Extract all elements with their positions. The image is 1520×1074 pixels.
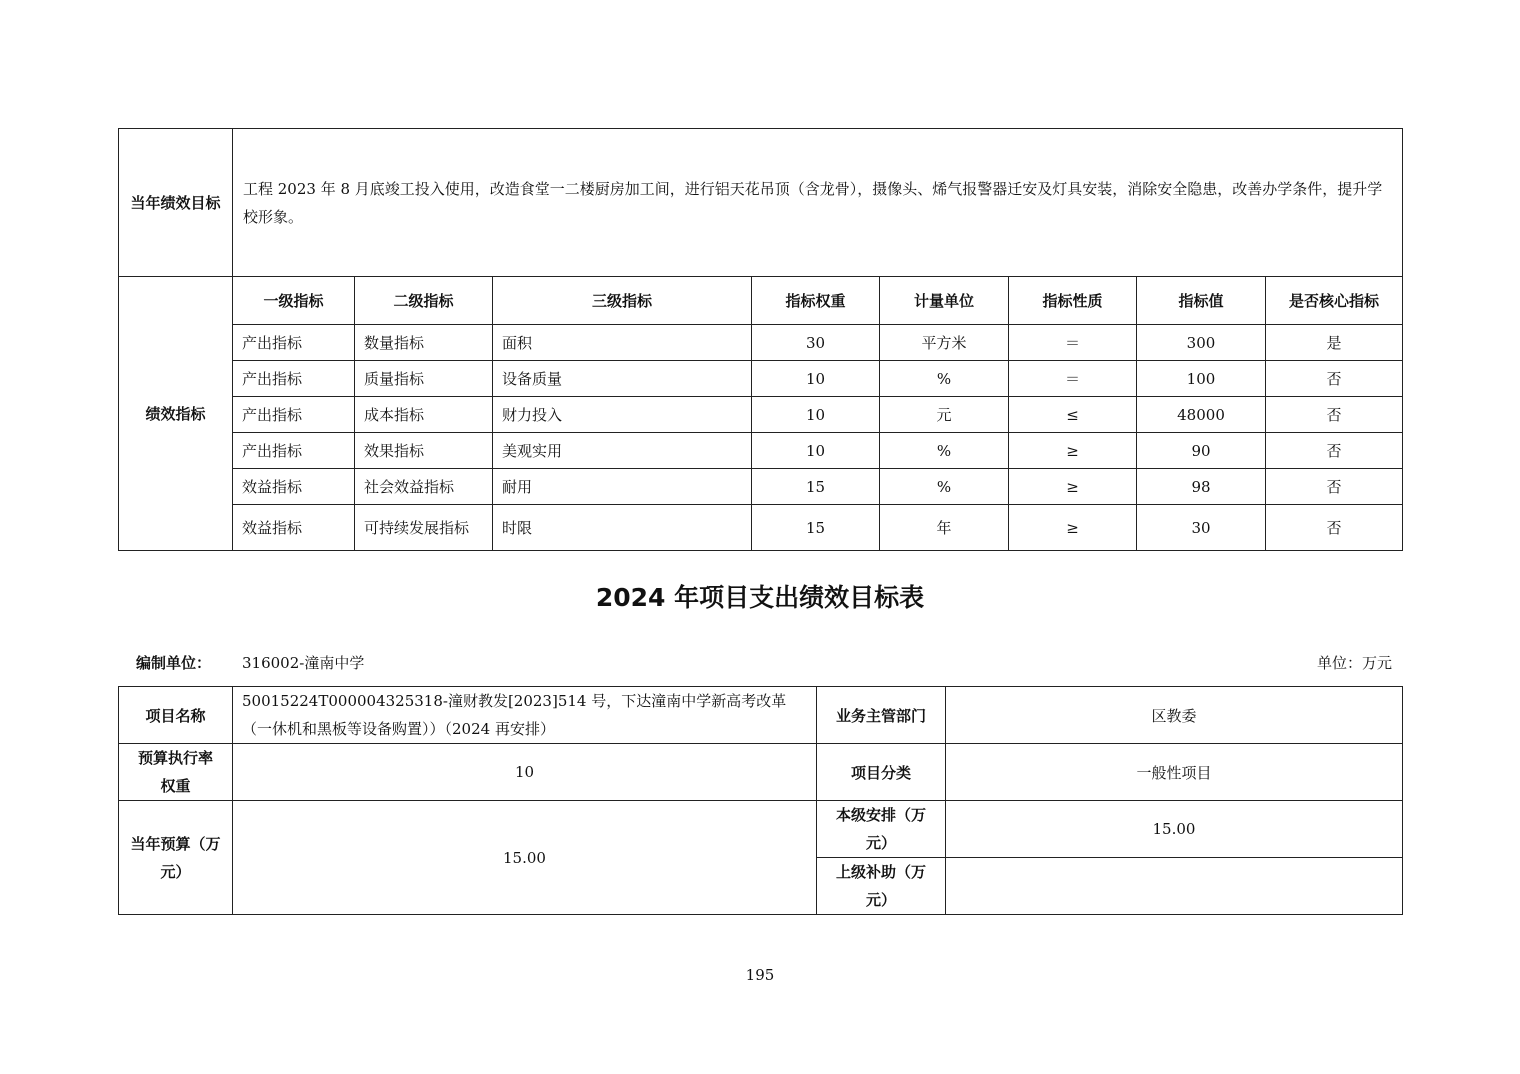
cell-weight: 10 bbox=[752, 361, 880, 397]
cell-unit: 年 bbox=[880, 505, 1009, 551]
page-title: 2024 年项目支出绩效目标表 bbox=[595, 583, 925, 612]
project-name-value: 50015224T000004325318-潼财教发[2023]514 号，下达潼南中学新高考改革（一休机和黑板等设备购置））（2024 再安排） bbox=[233, 687, 817, 744]
budget-label: 当年预算（万元） bbox=[119, 801, 233, 915]
upper-value bbox=[946, 858, 1403, 915]
cell-core: 是 bbox=[1266, 325, 1403, 361]
table-row bbox=[119, 397, 1403, 433]
performance-goal-table bbox=[118, 128, 1403, 551]
cell-weight: 15 bbox=[752, 505, 880, 551]
cell-nature: ≥ bbox=[1009, 433, 1137, 469]
header-nature: 指标性质 bbox=[1009, 277, 1137, 325]
local-label: 本级安排（万元） bbox=[817, 801, 946, 858]
currency-unit: 单位：万元 bbox=[1316, 654, 1392, 672]
header-level2: 二级指标 bbox=[355, 277, 493, 325]
cell-unit: % bbox=[880, 433, 1009, 469]
indicators-label: 绩效指标 bbox=[119, 277, 233, 551]
cell-level1: 效益指标 bbox=[233, 505, 355, 551]
header-level1: 一级指标 bbox=[233, 277, 355, 325]
cell-level3: 时限 bbox=[493, 505, 752, 551]
budget-row bbox=[119, 801, 1403, 858]
header-weight: 指标权重 bbox=[752, 277, 880, 325]
header-unit: 计量单位 bbox=[880, 277, 1009, 325]
cell-level3: 美观实用 bbox=[493, 433, 752, 469]
dept-label: 业务主管部门 bbox=[817, 687, 946, 744]
cell-nature: ≥ bbox=[1009, 505, 1137, 551]
table-row bbox=[119, 469, 1403, 505]
cell-unit: % bbox=[880, 361, 1009, 397]
cell-level2: 效果指标 bbox=[355, 433, 493, 469]
cell-level2: 数量指标 bbox=[355, 325, 493, 361]
cell-level1: 产出指标 bbox=[233, 325, 355, 361]
table-row bbox=[119, 433, 1403, 469]
cell-weight: 15 bbox=[752, 469, 880, 505]
cell-unit: 平方米 bbox=[880, 325, 1009, 361]
cell-level2: 可持续发展指标 bbox=[355, 505, 493, 551]
cell-core: 否 bbox=[1266, 433, 1403, 469]
cell-nature: ＝ bbox=[1009, 361, 1137, 397]
compile-unit-label: 编制单位： bbox=[136, 654, 212, 672]
project-info-table bbox=[118, 686, 1403, 915]
upper-label: 上级补助（万元） bbox=[817, 858, 946, 915]
cell-core: 否 bbox=[1266, 469, 1403, 505]
rate-label: 预算执行率权重 bbox=[119, 744, 233, 801]
compile-unit-value: 316002-潼南中学 bbox=[242, 654, 365, 672]
cell-level3: 设备质量 bbox=[493, 361, 752, 397]
category-value: 一般性项目 bbox=[946, 744, 1403, 801]
cell-weight: 30 bbox=[752, 325, 880, 361]
cell-level2: 质量指标 bbox=[355, 361, 493, 397]
cell-nature: ＝ bbox=[1009, 325, 1137, 361]
goal-label: 当年绩效目标 bbox=[119, 129, 233, 277]
cell-core: 否 bbox=[1266, 505, 1403, 551]
table-row bbox=[119, 361, 1403, 397]
cell-weight: 10 bbox=[752, 397, 880, 433]
goal-text: 工程 2023 年 8 月底竣工投入使用，改造食堂一二楼厨房加工间，进行铝天花吊顶（含龙骨），摄像头、烯气报警器迁安及灯具安装，消除安全隐患，改善办学条件，提升学校形象。 bbox=[233, 129, 1403, 277]
indicator-header-row bbox=[119, 277, 1403, 325]
cell-core: 否 bbox=[1266, 361, 1403, 397]
table-row bbox=[119, 325, 1403, 361]
project-name-label: 项目名称 bbox=[119, 687, 233, 744]
cell-value: 100 bbox=[1137, 361, 1266, 397]
cell-value: 48000 bbox=[1137, 397, 1266, 433]
cell-unit: 元 bbox=[880, 397, 1009, 433]
cell-weight: 10 bbox=[752, 433, 880, 469]
goal-row bbox=[119, 129, 1403, 277]
header-value: 指标值 bbox=[1137, 277, 1266, 325]
compile-unit-row bbox=[136, 652, 1392, 674]
cell-level1: 效益指标 bbox=[233, 469, 355, 505]
cell-nature: ≤ bbox=[1009, 397, 1137, 433]
cell-level3: 耐用 bbox=[493, 469, 752, 505]
cell-level2: 成本指标 bbox=[355, 397, 493, 433]
rate-value: 10 bbox=[233, 744, 817, 801]
table-row bbox=[119, 505, 1403, 551]
cell-nature: ≥ bbox=[1009, 469, 1137, 505]
header-level3: 三级指标 bbox=[493, 277, 752, 325]
dept-value: 区教委 bbox=[946, 687, 1403, 744]
cell-level1: 产出指标 bbox=[233, 397, 355, 433]
budget-value: 15.00 bbox=[233, 801, 817, 915]
local-value: 15.00 bbox=[946, 801, 1403, 858]
cell-level1: 产出指标 bbox=[233, 361, 355, 397]
page-number: 195 bbox=[745, 966, 775, 984]
cell-value: 300 bbox=[1137, 325, 1266, 361]
cell-level3: 面积 bbox=[493, 325, 752, 361]
cell-core: 否 bbox=[1266, 397, 1403, 433]
cell-unit: % bbox=[880, 469, 1009, 505]
category-label: 项目分类 bbox=[817, 744, 946, 801]
cell-level1: 产出指标 bbox=[233, 433, 355, 469]
header-core: 是否核心指标 bbox=[1266, 277, 1403, 325]
cell-level2: 社会效益指标 bbox=[355, 469, 493, 505]
cell-value: 30 bbox=[1137, 505, 1266, 551]
cell-value: 98 bbox=[1137, 469, 1266, 505]
cell-level3: 财力投入 bbox=[493, 397, 752, 433]
cell-value: 90 bbox=[1137, 433, 1266, 469]
project-name-row bbox=[119, 687, 1403, 744]
rate-row bbox=[119, 744, 1403, 801]
